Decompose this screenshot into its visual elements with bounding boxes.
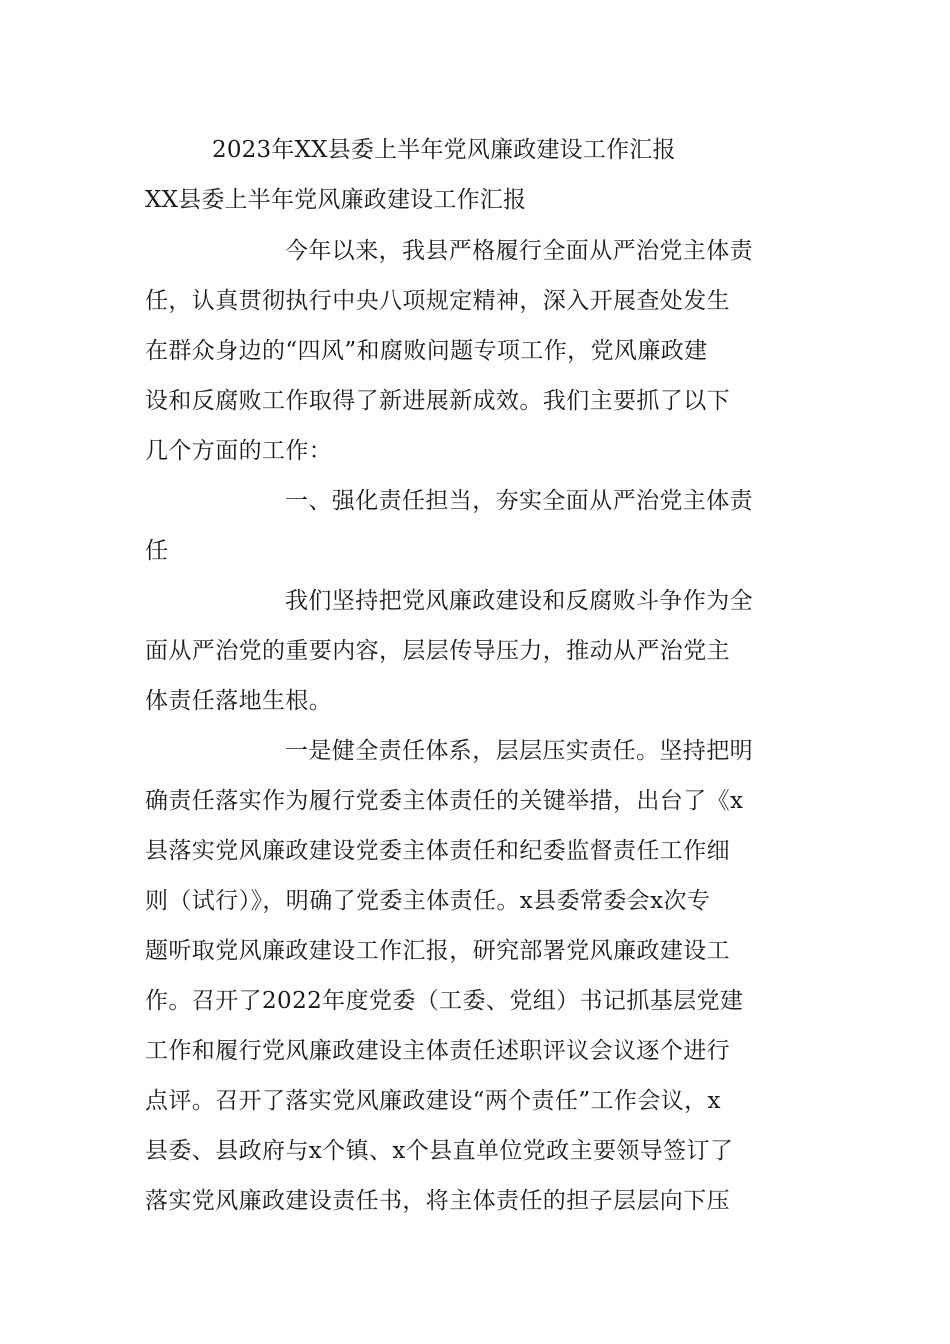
paragraph-line: 几个方面的工作：	[145, 438, 333, 464]
paragraph-line: 点评。召开了落实党风廉政建设“两个责任”工作会议，x	[145, 1088, 721, 1114]
paragraph-line: 县落实党风廉政建设党委主体责任和纪委监督责任工作细	[145, 838, 730, 864]
paragraph-line: 则（试行）》，明确了党委主体责任。x县委常委会x次专	[145, 888, 711, 914]
document-subtitle: XX县委上半年党风廉政建设工作汇报	[145, 187, 527, 213]
paragraph-line: 确责任落实作为履行党委主体责任的关键举措，出台了《x	[145, 788, 744, 814]
paragraph-line: 工作和履行党风廉政建设主体责任述职评议会议逐个进行	[145, 1038, 730, 1064]
paragraph-line: 一是健全责任体系，层层压实责任。坚持把明	[285, 738, 753, 764]
paragraph-line: 设和反腐败工作取得了新进展新成效。我们主要抓了以下	[145, 388, 730, 414]
paragraph-line: 县委、县政府与x个镇、x个县直单位党政主要领导签订了	[145, 1138, 734, 1164]
paragraph-line: 任，认真贯彻执行中央八项规定精神，深入开展查处发生	[145, 288, 730, 314]
section-heading-line: 任	[145, 538, 169, 564]
paragraph-line: 面从严治党的重要内容，层层传导压力，推动从严治党主	[145, 638, 730, 664]
paragraph-line: 在群众身边的“四风”和腐败问题专项工作，党风廉政建	[145, 338, 708, 364]
paragraph-line: 体责任落地生根。	[145, 688, 333, 714]
paragraph-line: 我们坚持把党风廉政建设和反腐败斗争作为全	[285, 588, 753, 614]
paragraph-line: 落实党风廉政建设责任书，将主体责任的担子层层向下压	[145, 1188, 730, 1214]
document-title: 2023年XX县委上半年党风廉政建设工作汇报	[212, 137, 676, 163]
paragraph-line: 作。召开了2022年度党委（工委、党组）书记抓基层党建	[145, 988, 744, 1014]
section-heading-line: 一、强化责任担当，夯实全面从严治党主体责	[285, 488, 753, 514]
paragraph-line: 题听取党风廉政建设工作汇报，研究部署党风廉政建设工	[145, 938, 730, 964]
paragraph-line: 今年以来，我县严格履行全面从严治党主体责	[285, 238, 753, 264]
